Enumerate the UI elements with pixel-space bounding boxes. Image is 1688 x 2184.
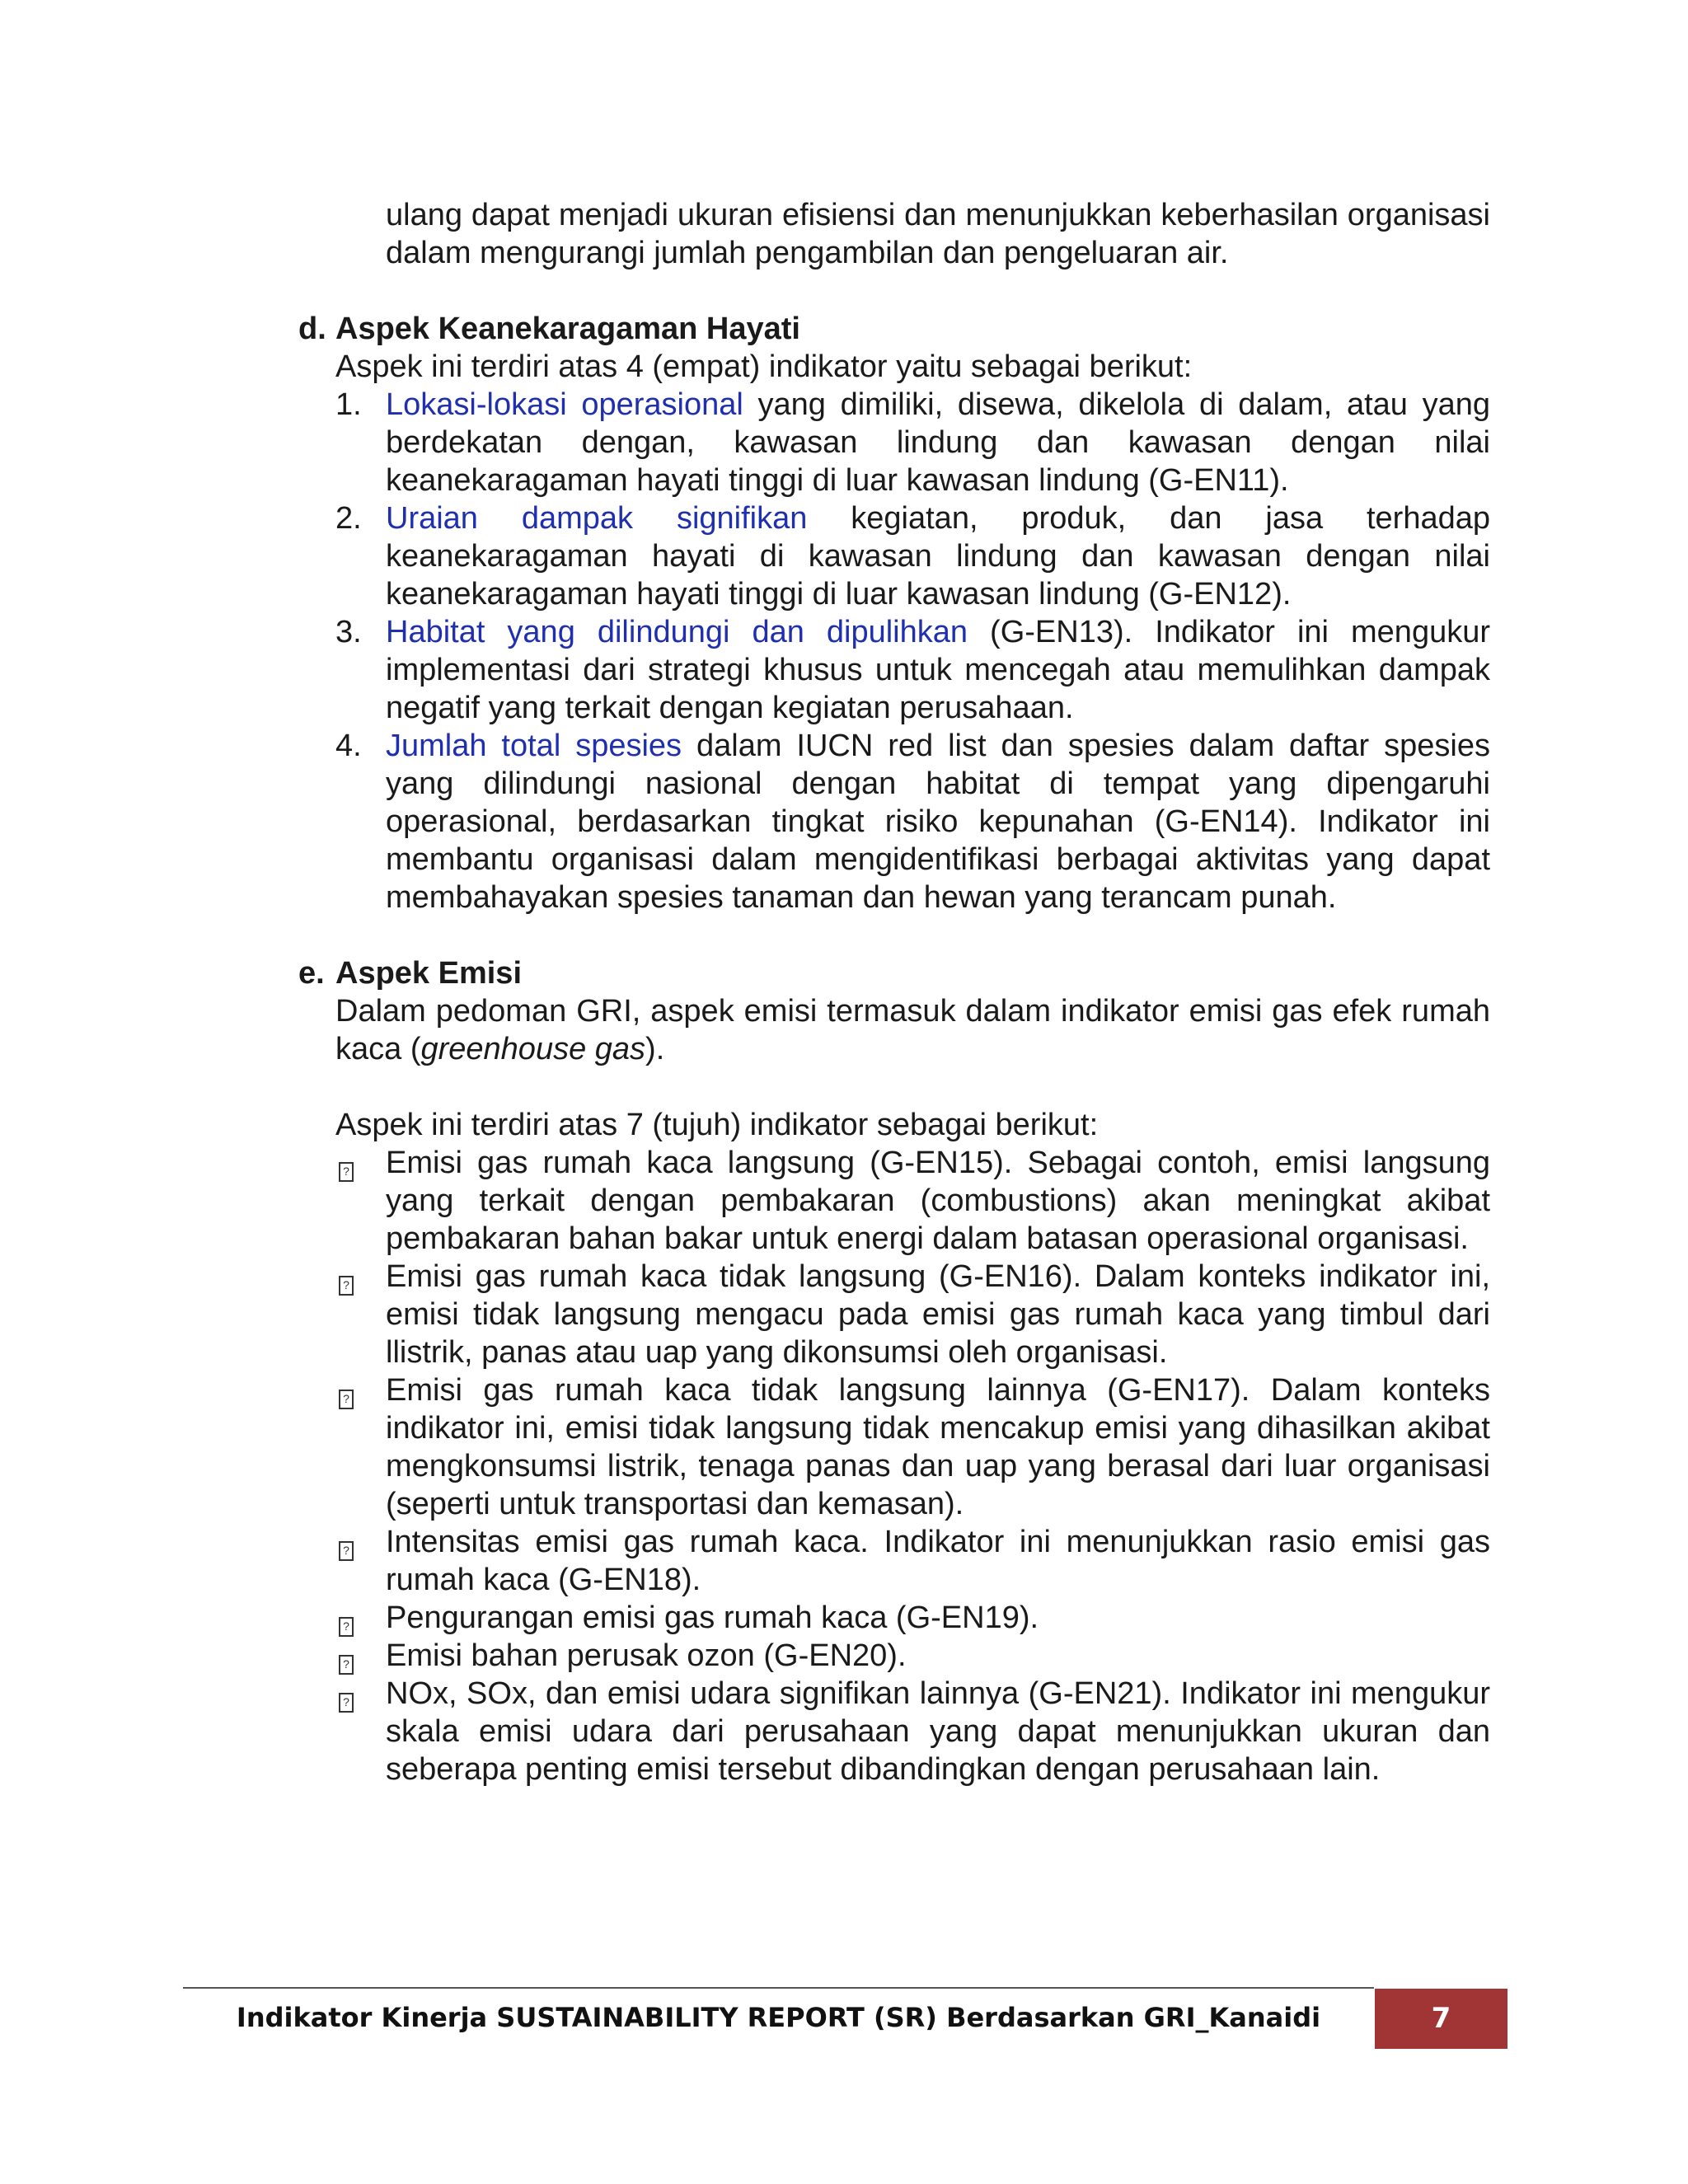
- list-number: 3.: [335, 615, 362, 649]
- bullet-box-icon: ?: [339, 1276, 354, 1296]
- list-item-text: [386, 613, 1490, 727]
- list-item-text: Pengurangan emisi gas rumah kaca (G-EN19).: [386, 1601, 1039, 1635]
- list-item-text: Emisi bahan perusak ozon (G-EN20).: [386, 1638, 907, 1673]
- list-item: [335, 1637, 1490, 1675]
- list-item-text: Emisi gas rumah kaca tidak langsung lainnya (G-EN17). Dalam konteks indikator ini, emisi tidak langsung tidak mencakup emisi yang dihasilkan akibat mengkonsumsi listrik, tenaga panas dan uap yang berasal dari luar organisasi (seperti untuk transportasi dan kemasan).: [386, 1373, 1490, 1521]
- list-item-text: [386, 727, 1490, 916]
- list-number: 1.: [335, 387, 362, 422]
- bullet-box-icon: ?: [339, 1655, 354, 1675]
- paragraph-text: Dalam pedoman GRI, aspek emisi termasuk dalam indikator emisi gas efek rumah kaca (: [335, 994, 1490, 1066]
- indicator-link[interactable]: Uraian dampak signifikan: [386, 501, 808, 536]
- list-item: [335, 1523, 1490, 1599]
- section-letter: d.: [298, 312, 326, 346]
- bullet-box-icon: ?: [339, 1617, 354, 1637]
- list-item: [335, 1144, 1490, 1258]
- section-lead: Aspek ini terdiri atas 7 (tujuh) indikator sebagai berikut:: [335, 1108, 1099, 1142]
- list-item: [335, 1599, 1490, 1637]
- list-item-text: Intensitas emisi gas rumah kaca. Indikator ini menunjukkan rasio emisi gas rumah kaca (G-EN18).: [386, 1525, 1490, 1597]
- list-number: 4.: [335, 729, 362, 763]
- list-item: [335, 727, 1490, 916]
- list-item: [335, 386, 1490, 499]
- section-letter: e.: [298, 956, 325, 991]
- indicator-link[interactable]: Lokasi-lokasi operasional: [386, 387, 743, 422]
- section-keanekaragaman-hayati: [298, 310, 1490, 916]
- list-item-text: [386, 386, 1490, 499]
- footer-divider: [183, 1987, 1374, 1989]
- bullet-marker: [335, 1599, 386, 1637]
- bullet-marker: [335, 1371, 386, 1523]
- bullet-box-icon: ?: [339, 1541, 354, 1561]
- indicator-list: [335, 386, 1490, 916]
- section-title: Aspek Emisi: [335, 956, 522, 991]
- intro-continuation: ulang dapat menjadi ukuran efisiensi dan menunjukkan keberhasilan organisasi dalam mengurangi jumlah pengambilan dan pengeluaran air.: [386, 198, 1490, 270]
- section-heading: [298, 310, 1490, 348]
- list-item: [335, 499, 1490, 613]
- section-heading: [298, 954, 1490, 992]
- indicator-description: yang dimiliki, disewa, dikelola di dalam, atau yang berdekatan dengan, kawasan lindung dan kawasan dengan nilai keanekaragaman hayati tinggi di luar kawasan lindung (G-EN11).: [386, 387, 1491, 498]
- paragraph-italic-term: greenhouse gas: [420, 1032, 646, 1066]
- list-item-text: [386, 499, 1490, 613]
- indicator-description: kegiatan, produk, dan jasa terhadap keanekaragaman hayati di kawasan lindung dan kawasan dengan nilai keanekaragaman hayati tinggi di luar kawasan lindung (G-EN12).: [386, 501, 1491, 612]
- list-number: 2.: [335, 501, 362, 536]
- indicator-description: dalam IUCN red list dan spesies dalam daftar spesies yang dilindungi nasional dengan habitat di tempat yang dipengaruhi operasional, berdasarkan tingkat risiko kepunahan (G-EN14). Indikator ini membantu organisasi dalam mengidentifikasi berbagai aktivitas yang dapat membahayakan spesies tanaman dan hewan yang terancam punah.: [386, 729, 1490, 915]
- footer-title: Indikator Kinerja SUSTAINABILITY REPORT (SR) Berdasarkan GRI_Kanaidi: [236, 2002, 1321, 2033]
- section-body: [335, 992, 1490, 1788]
- page-number-badge: 7: [1375, 1989, 1507, 2049]
- indicator-link[interactable]: Habitat yang dilindungi dan dipulihkan: [386, 615, 968, 649]
- indicator-description: (G-EN13). Indikator ini mengukur implementasi dari strategi khusus untuk mencegah atau memulihkan dampak negatif yang terkait dengan kegiatan perusahaan.: [386, 615, 1490, 725]
- indicator-bullet-list: [335, 1144, 1490, 1788]
- bullet-marker: [335, 1675, 386, 1788]
- section-title: Aspek Keanekaragaman Hayati: [335, 312, 800, 346]
- list-item: [335, 1371, 1490, 1523]
- bullet-marker: [335, 1258, 386, 1371]
- indicator-link[interactable]: Jumlah total spesies: [386, 729, 682, 763]
- bullet-marker: [335, 1637, 386, 1675]
- list-item: [335, 1675, 1490, 1788]
- section-paragraph: [335, 992, 1490, 1068]
- list-item-text: Emisi gas rumah kaca langsung (G-EN15). Sebagai contoh, emisi langsung yang terkait dengan pembakaran (combustions) akan meningkat akibat pembakaran bahan bakar untuk energi dalam batasan operasional organisasi.: [386, 1146, 1490, 1256]
- list-item: [335, 613, 1490, 727]
- page-content: [298, 196, 1490, 1788]
- section-body: [335, 348, 1490, 916]
- bullet-marker: [335, 1523, 386, 1599]
- bullet-box-icon: ?: [339, 1693, 354, 1713]
- list-item-text: NOx, SOx, dan emisi udara signifikan lainnya (G-EN21). Indikator ini mengukur skala emisi udara dari perusahaan yang dapat menunjukkan ukuran dan seberapa penting emisi tersebut dibandingkan dengan perusahaan lain.: [386, 1676, 1490, 1787]
- section-emisi: [298, 954, 1490, 1788]
- bullet-box-icon: ?: [339, 1162, 354, 1182]
- bullet-box-icon: ?: [339, 1390, 354, 1409]
- section-lead: Aspek ini terdiri atas 4 (empat) indikator yaitu sebagai berikut:: [335, 349, 1193, 384]
- spacer: [335, 1068, 1490, 1106]
- bullet-marker: [335, 1144, 386, 1258]
- paragraph-text-end: ).: [645, 1032, 665, 1066]
- list-item-text: Emisi gas rumah kaca tidak langsung (G-EN16). Dalam konteks indikator ini, emisi tidak langsung mengacu pada emisi gas rumah kaca yang timbul dari llistrik, panas atau uap yang dikonsumsi oleh organisasi.: [386, 1259, 1490, 1370]
- list-item: [335, 1258, 1490, 1371]
